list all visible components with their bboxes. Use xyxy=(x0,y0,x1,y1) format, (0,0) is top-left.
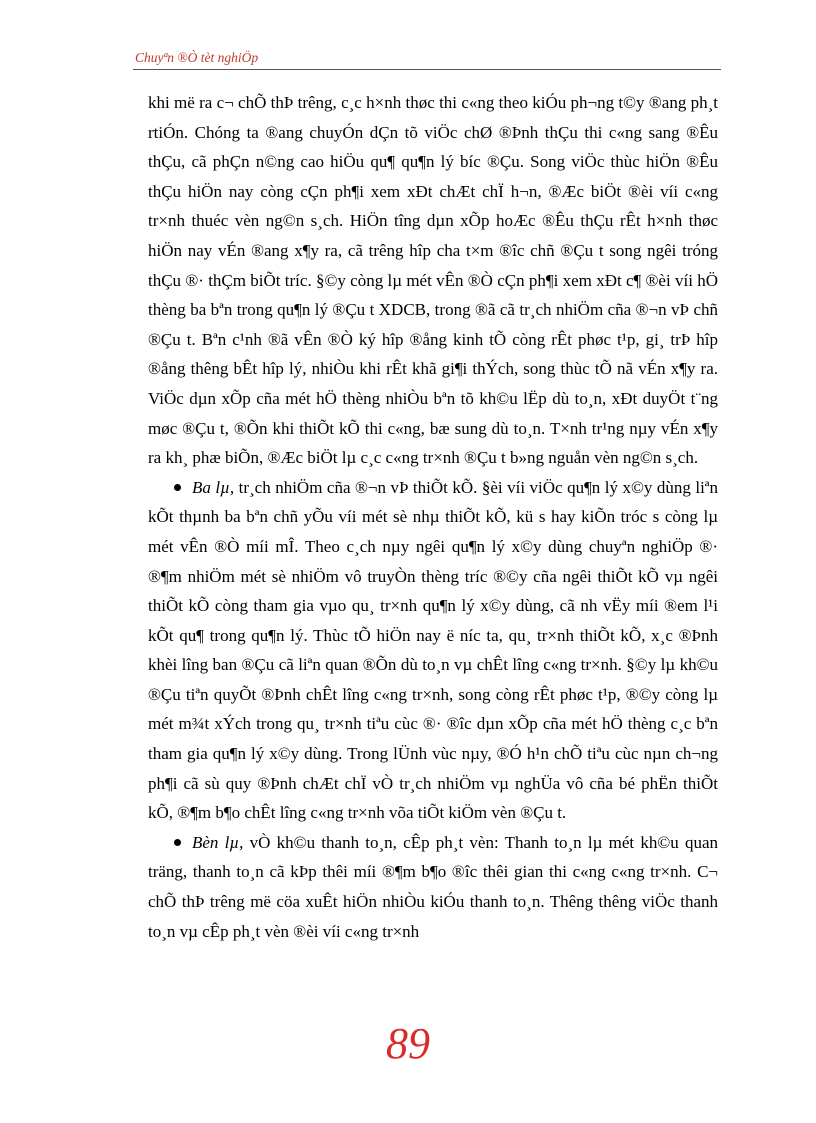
paragraph-3-text: vÒ kh©u thanh to¸n, cÊp ph¸t vèn: Thanh to¸n lµ mét kh©u quan träng, thanh to¸n cã kÞp thêi míi ®¶m b¶o ®îc thêi gian thi c«ng c«ng tr×nh. C¬ chÕ thÞ trêng më cöa xuÊt hiÖn nhiÒu kiÓu thanh to¸n. Thêng thêng viÖc thanh to¸n vµ cÊp ph¸t vèn ®èi víi c«ng tr×nh xyxy=(148,832,719,941)
paragraph-2-lead: Ba lµ, xyxy=(192,477,235,497)
body-text xyxy=(148,88,718,946)
page-number: 89 xyxy=(386,1019,430,1068)
bullet-icon xyxy=(174,839,181,846)
paragraph-3 xyxy=(148,828,718,946)
header-title: Chuyªn ®Ò tèt nghiÖp xyxy=(135,50,259,65)
paragraph-1 xyxy=(148,88,718,473)
paragraph-2 xyxy=(148,473,718,828)
paragraph-3-lead: Bèn lµ, xyxy=(192,832,244,852)
bullet-icon xyxy=(174,484,181,491)
page-header xyxy=(133,47,721,70)
paragraph-2-text: tr¸ch nhiÖm cña ®¬n vÞ thiÕt kÕ. §èi víi viÖc qu¶n lý x©y dùng liªn kÕt thµnh ba bªn chñ yÕu víi mét sè nhµ thiÕt kÕ, kü s hay kiÕn tróc s còng lµ mét vÊn ®Ò míi mÎ. Theo c¸ch nµy ngêi qu¶n lý x©y dùng chuyªn nghiÖp ®· ®¶m nhiÖm mét sè nhiÖm vô truyÒn thèng tríc ®©y cña ngêi thiÕt kÕ vµ ngêi thiÕt kÕ còng tham gia vµo qu¸ tr×nh qu¶n lý x©y dùng, cã nh vËy míi ®em l¹i kÕt qu¶ trong qu¶n lý. Thùc tÕ hiÖn nay ë níc ta, qu¸ tr×nh thiÕt kÕ, x¸c ®Þnh khèi lîng ban ®Çu cã liªn quan ®Õn dù to¸n vµ chÊt lîng c«ng tr×nh. §©y lµ kh©u ®Çu tiªn quyÕt ®Þnh chÊt lîng c«ng tr×nh, song còng rÊt phøc t¹p, ®©y còng lµ mét m¾t xÝch trong qu¸ tr×nh tiªu cùc ®· ®îc dµn xÕp cña mét hÖ thèng c¸c bªn tham gia qu¶n lý x©y dùng. Trong lÜnh vùc nµy, ®Ó h¹n chÕ tiªu cùc nµn ch¬ng ph¶i cã sù quy ®Þnh chÆt chÏ vÒ tr¸ch nhiÖm vµ nghÜa vô cña bé phËn thiÕt kÕ, ®¶m b¶o chÊt lîng c«ng tr×nh võa tiÕt kiÖm vèn ®Çu t. xyxy=(148,477,718,823)
paragraph-1-text: khi më ra c¬ chÕ thÞ trêng, c¸c h×nh thøc thi c«ng theo kiÓu ph¬ng t©y ®ang ph¸t rtiÓn. Chóng ta ®ang chuyÓn dÇn tõ viÖc chØ ®Þnh thÇu thi c«ng sang ®Êu thÇu, cã phÇn n©ng cao hiÖu qu¶ qu¶n lý bíc ®Çu. Song viÖc thùc hiÖn ®Êu thÇu hiÖn nay còng cÇn ph¶i xem xÐt chÆt chÏ h¬n, ®Æc biÖt ®èi víi c«ng tr×nh thuéc vèn ng©n s¸ch. HiÖn tîng dµn xÕp hoÆc ®Êu thÇu rÊt h×nh thøc hiÖn nay vÉn ®ang x¶y ra, cã trêng hîp cha t×m ®îc chñ ®Çu t song ngêi tróng thÇu ®· thÇm biÕt tríc. §©y còng lµ mét vÊn ®Ò cÇn ph¶i xem xÐt c¶ ®èi víi hÖ thèng ba bªn trong qu¶n lý ®Çu t XDCB, trong ®ã cã tr¸ch nhiÖm cña ®¬n vÞ chñ ®Çu t. Bªn c¹nh ®ã vÊn ®Ò ký hîp ®ång kinh tÕ còng rÊt phøc t¹p, gi¸ trÞ hîp ®ång thêng bÊt hîp lý, nhiÒu khi rÊt khã gi¶i thÝch, song thùc tÕ nã vÉn x¶y ra. ViÖc dµn xÕp cña mét hÖ thèng nhiÒu bªn tõ kh©u lËp dù to¸n, xÐt duyÖt t¨ng møc ®Çu t, ®Õn khi thiÕt kÕ thi c«ng, bæ sung dù to¸n. T×nh tr¹ng nµy vÉn x¶y ra kh¸ phæ biÕn, ®Æc biÖt lµ c¸c c«ng tr×nh ®Çu t b»ng nguån vèn ng©n s¸ch. xyxy=(148,93,718,468)
